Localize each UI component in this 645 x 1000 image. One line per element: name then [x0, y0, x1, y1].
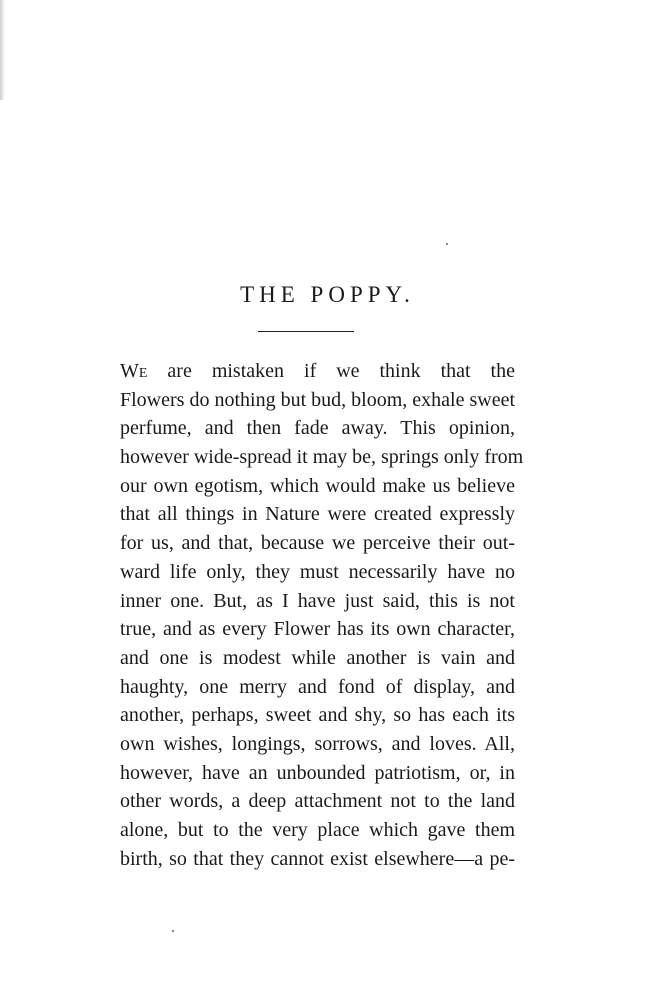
text-line-2: Flowers do nothing but bud, bloom, exhale sweet	[120, 388, 515, 411]
text-line-6: that all things in Nature were created expressly	[120, 503, 515, 526]
print-speck	[446, 243, 448, 245]
text-line-16: other words, a deep attachment not to the land	[120, 790, 515, 813]
text-line-1-rest: are mistaken if we think that the	[147, 360, 515, 382]
text-line-7: for us, and that, because we perceive their out-	[120, 532, 515, 555]
text-line-9: inner one. But, as I have just said, this is not	[120, 589, 515, 612]
text-line-3: perfume, and then fade away. This opinion,	[120, 417, 515, 440]
opening-small-caps: E	[138, 366, 148, 381]
text-line-5: our own egotism, which would make us believe	[120, 474, 515, 497]
text-line-12: haughty, one merry and fond of display, and	[120, 675, 515, 698]
text-line-1	[120, 357, 515, 386]
text-line-17: alone, but to the very place which gave them	[120, 819, 515, 841]
text-line-10: true, and as every Flower has its own character,	[120, 618, 515, 641]
title-rule	[258, 331, 354, 332]
text-line-11: and one is modest while another is vain and	[120, 646, 515, 669]
opening-word	[120, 360, 147, 382]
text-line-8: ward life only, they must necessarily have no	[120, 560, 515, 583]
chapter-title: THE POPPY.	[240, 282, 415, 307]
text-line-4: however wide-spread it may be, springs only from	[120, 446, 524, 469]
text-line-15: however, have an unbounded patriotism, or, in	[120, 761, 515, 784]
opening-capital: W	[120, 360, 139, 382]
text-line-13: another, perhaps, sweet and shy, so has each its	[120, 704, 515, 727]
scan-edge-shadow	[0, 0, 5, 100]
text-line-18: birth, so that they cannot exist elsewhere—a pe-	[120, 847, 515, 870]
print-speck	[172, 930, 174, 932]
body-paragraph	[120, 357, 524, 873]
text-line-14: own wishes, longings, sorrows, and loves. All,	[120, 732, 515, 755]
